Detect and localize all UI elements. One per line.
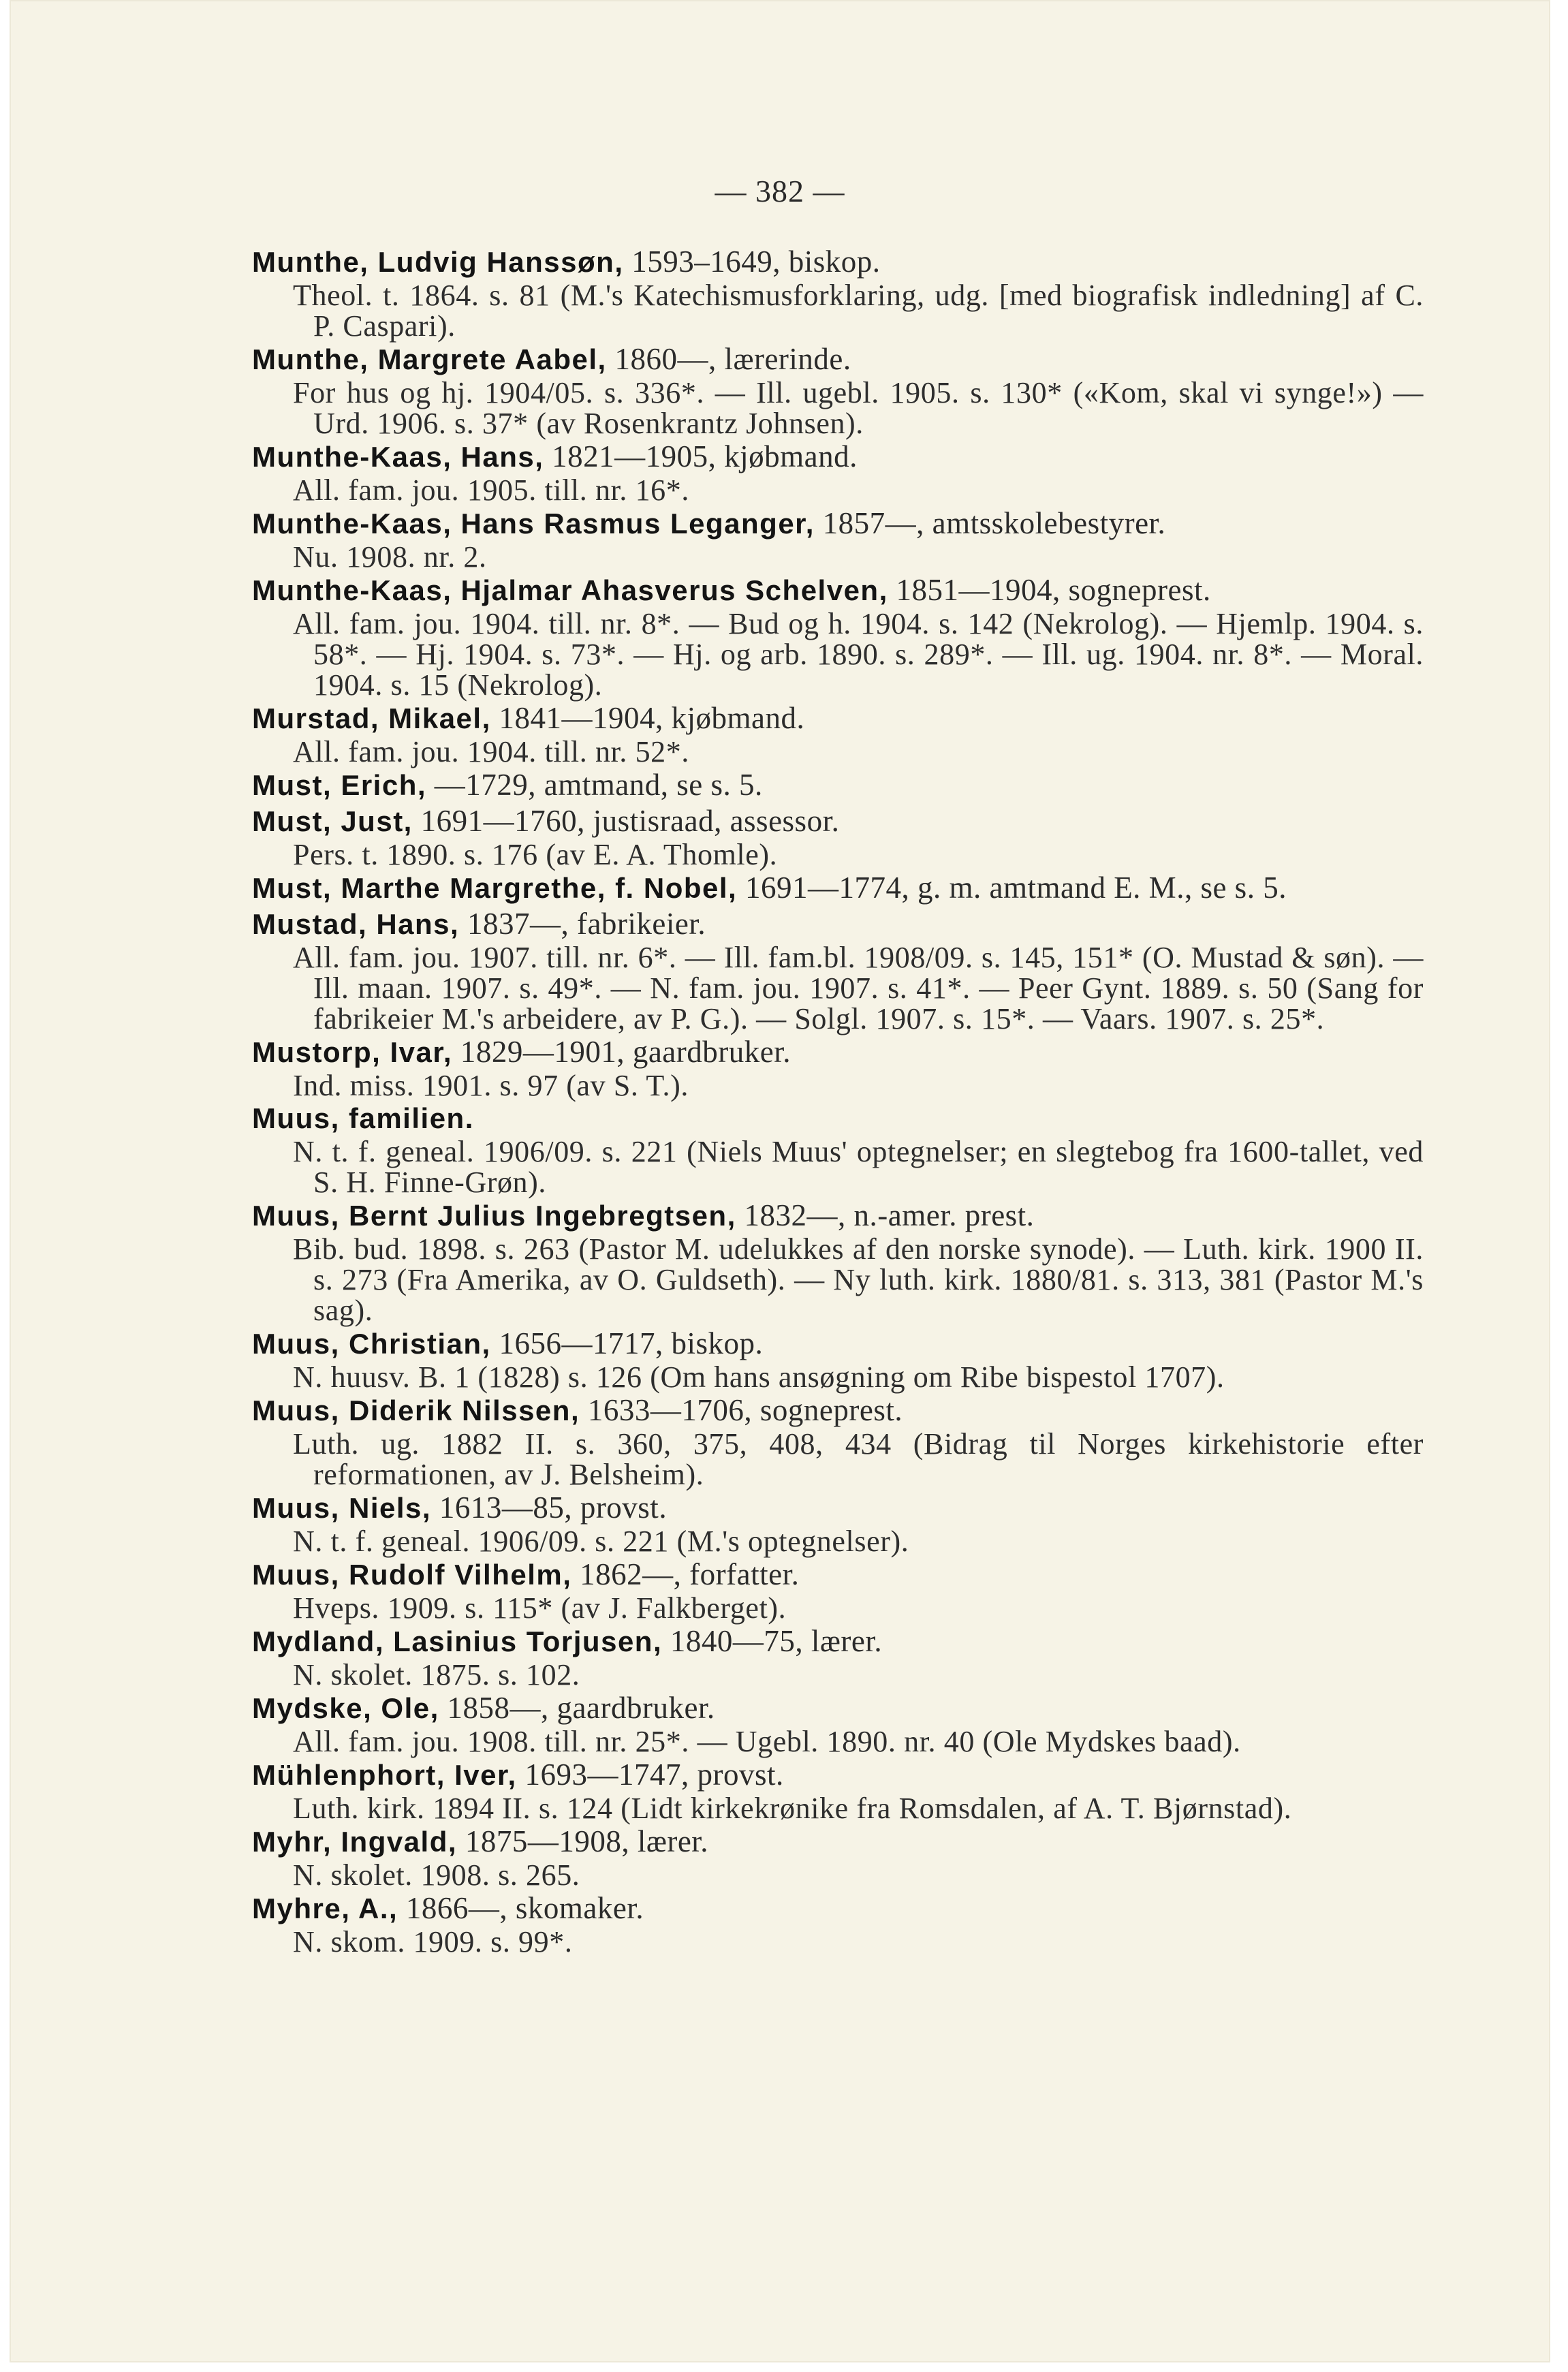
entry-heading	[252, 1392, 1424, 1429]
entry-references: N. t. f. geneal. 1906/09. s. 221 (Niels Muus' optegnelser; en slegtebog fra 1600-tallet, ved S. H. Finne-Grøn).	[293, 1135, 1424, 1199]
entry-description: 1693—1747, provst.	[516, 1758, 784, 1792]
entry-description: 1832—, n.-amer. prest.	[736, 1198, 1035, 1232]
entry-name: Muus, Christian,	[252, 1328, 491, 1360]
page-number: — 382 —	[715, 174, 845, 208]
index-entry	[252, 244, 1424, 341]
entry-name: Murstad, Mikael,	[252, 702, 491, 734]
index-entry	[252, 1890, 1424, 1957]
entry-references: Ind. miss. 1901. s. 97 (av S. T.).	[293, 1069, 689, 1102]
entry-heading	[252, 439, 1424, 475]
entry-references: Pers. t. 1890. s. 176 (av E. A. Thomle).	[293, 838, 778, 871]
index-entry	[252, 1034, 1424, 1101]
entry-references: Nu. 1908. nr. 2.	[293, 540, 487, 574]
entry-heading	[252, 341, 1424, 377]
entry-name: Mydland, Lasinius Torjusen,	[252, 1625, 663, 1657]
entry-references: N. t. f. geneal. 1906/09. s. 221 (M.'s optegnelser).	[293, 1525, 909, 1558]
entry-references: All. fam. jou. 1905. till. nr. 16*.	[293, 473, 689, 507]
entry-description: 1875—1908, lærer.	[457, 1824, 709, 1858]
entry-description: 1593–1649, biskop.	[623, 245, 881, 279]
index-entry	[252, 1824, 1424, 1890]
entry-name: Munthe-Kaas, Hans Rasmus Leganger,	[252, 508, 815, 540]
entry-references: N. skolet. 1875. s. 102.	[293, 1658, 580, 1691]
entry-heading	[252, 870, 1424, 906]
page-sheet	[10, 0, 1550, 2362]
entry-name: Muus, Bernt Julius Ingebregtsen,	[252, 1200, 736, 1232]
entry-description: —1729, amtmand, se s. 5.	[426, 768, 763, 802]
index-entry	[252, 1326, 1424, 1392]
index-entry	[252, 1392, 1424, 1490]
entry-description: 1858—, gaardbruker.	[439, 1691, 715, 1725]
entry-heading	[252, 1326, 1424, 1362]
entry-name: Mustorp, Ivar,	[252, 1036, 453, 1068]
entry-description: 1656—1717, biskop.	[490, 1326, 764, 1360]
entry-heading	[252, 803, 1424, 839]
index-entry	[252, 1490, 1424, 1557]
entry-description: 1860—, lærerinde.	[606, 342, 851, 376]
entry-heading	[252, 1557, 1424, 1593]
entry-heading	[252, 700, 1424, 736]
index-entry	[252, 700, 1424, 767]
entry-heading	[252, 1198, 1424, 1234]
entry-name: Munthe-Kaas, Hjalmar Ahasverus Schelven,	[252, 574, 888, 606]
index-entry	[252, 1101, 1424, 1198]
entry-references: All. fam. jou. 1907. till. nr. 6*. — Ill. fam.bl. 1908/09. s. 145, 151* (O. Mustad & søn). — Ill. maan. 1907. s. 49*. — N. fam. jou. 1907. s. 41*. — Peer Gynt. 1889. s. 50 (Sang for fabrikeier M.'s arbeidere, av P. G.). — Solgl. 1907. s. 15*. — Vaars. 1907. s. 25*.	[293, 941, 1424, 1035]
entry-description: 1857—, amtsskolebestyrer.	[814, 506, 1166, 540]
entry-references: Theol. t. 1864. s. 81 (M.'s Katechismusforklaring, udg. [med biografisk indledning] af C. P. Caspari).	[293, 279, 1424, 343]
entry-references: Luth. kirk. 1894 II. s. 124 (Lidt kirkekrønike fra Romsdalen, af A. T. Bjørnstad).	[293, 1792, 1292, 1825]
index-entries	[252, 244, 1424, 1957]
entry-references: N. skom. 1909. s. 99*.	[293, 1925, 573, 1959]
entry-heading	[252, 1623, 1424, 1659]
entry-references: N. huusv. B. 1 (1828) s. 126 (Om hans ansøgning om Ribe bispestol 1707).	[293, 1360, 1225, 1394]
index-entry	[252, 767, 1424, 803]
entry-references: Luth. ug. 1882 II. s. 360, 375, 408, 434 (Bidrag til Norges kirkehistorie efter reformationen, av J. Belsheim).	[293, 1427, 1424, 1491]
entry-name: Myhr, Ingvald,	[252, 1826, 458, 1858]
index-entry	[252, 803, 1424, 870]
index-entry	[252, 870, 1424, 906]
entry-name: Muus, familien.	[252, 1102, 474, 1134]
index-entry	[252, 439, 1424, 505]
entry-heading	[252, 572, 1424, 608]
entry-heading	[252, 1101, 1424, 1136]
entry-heading	[252, 1824, 1424, 1860]
entry-name: Munthe-Kaas, Hans,	[252, 441, 544, 473]
entry-heading	[252, 767, 1424, 803]
entry-references: All. fam. jou. 1904. till. nr. 8*. — Bud og h. 1904. s. 142 (Nekrolog). — Hjemlp. 1904. s. 58*. — Hj. 1904. s. 73*. — Hj. og arb. 1890. s. 289*. — Ill. ug. 1904. nr. 8*. — Moral. 1904. s. 15 (Nekrolog).	[293, 607, 1424, 702]
entry-name: Mustad, Hans,	[252, 908, 460, 940]
index-entry	[252, 572, 1424, 700]
index-entry	[252, 1690, 1424, 1757]
entry-description: 1866—, skomaker.	[398, 1891, 644, 1925]
entry-name: Muus, Rudolf Vilhelm,	[252, 1559, 572, 1591]
entry-description: 1633—1706, sogneprest.	[580, 1393, 903, 1427]
index-entry	[252, 1757, 1424, 1824]
entry-references: For hus og hj. 1904/05. s. 336*. — Ill. ugebl. 1905. s. 130* («Kom, skal vi synge!») — Urd. 1906. s. 37* (av Rosenkrantz Johnsen).	[293, 376, 1424, 440]
entry-references: Bib. bud. 1898. s. 263 (Pastor M. udelukkes af den norske synode). — Luth. kirk. 1900 II. s. 273 (Fra Amerika, av O. Guldseth). — Ny luth. kirk. 1880/81. s. 313, 381 (Pastor M.'s sag).	[293, 1232, 1424, 1327]
entry-description: 1841—1904, kjøbmand.	[490, 701, 805, 735]
index-entry	[252, 1623, 1424, 1690]
index-entry	[252, 341, 1424, 439]
entry-heading	[252, 1034, 1424, 1070]
entry-name: Muus, Niels,	[252, 1492, 432, 1524]
entry-description: 1851—1904, sogneprest.	[888, 573, 1211, 607]
index-entry	[252, 906, 1424, 1034]
entry-heading	[252, 906, 1424, 942]
entry-description: 1691—1760, justisraad, assessor.	[412, 804, 840, 838]
index-entry	[252, 1198, 1424, 1326]
entry-name: Myhre, A.,	[252, 1892, 398, 1924]
entry-name: Munthe, Margrete Aabel,	[252, 343, 607, 375]
entry-heading	[252, 1757, 1424, 1793]
entry-description: 1821—1905, kjøbmand.	[544, 439, 858, 473]
entry-heading	[252, 244, 1424, 280]
entry-description: 1862—, forfatter.	[571, 1557, 800, 1591]
entry-description: 1837—, fabrikeier.	[459, 907, 706, 941]
entry-references: All. fam. jou. 1908. till. nr. 25*. — Ugebl. 1890. nr. 40 (Ole Mydskes baad).	[293, 1725, 1241, 1758]
entry-references: Hveps. 1909. s. 115* (av J. Falkberget).	[293, 1591, 787, 1625]
entry-heading	[252, 1890, 1424, 1926]
entry-heading	[252, 505, 1424, 542]
index-entry	[252, 505, 1424, 572]
entry-name: Muus, Diderik Nilssen,	[252, 1394, 580, 1426]
entry-description: 1613—85, provst.	[431, 1491, 668, 1525]
entry-name: Must, Just,	[252, 805, 413, 837]
entry-name: Mydske, Ole,	[252, 1692, 439, 1724]
entry-name: Munthe, Ludvig Hanssøn,	[252, 246, 624, 278]
entry-description: 1829—1901, gaardbruker.	[452, 1035, 791, 1069]
entry-heading	[252, 1490, 1424, 1526]
index-entry	[252, 1557, 1424, 1623]
entry-name: Must, Erich,	[252, 769, 427, 801]
entry-description: 1691—1774, g. m. amtmand E. M., se s. 5.	[737, 871, 1287, 905]
entry-references: N. skolet. 1908. s. 265.	[293, 1858, 580, 1892]
entry-heading	[252, 1690, 1424, 1726]
entry-name: Mühlenphort, Iver,	[252, 1759, 517, 1791]
entry-name: Must, Marthe Margrethe, f. Nobel,	[252, 872, 738, 904]
entry-references: All. fam. jou. 1904. till. nr. 52*.	[293, 735, 689, 768]
entry-description: 1840—75, lærer.	[662, 1624, 883, 1658]
